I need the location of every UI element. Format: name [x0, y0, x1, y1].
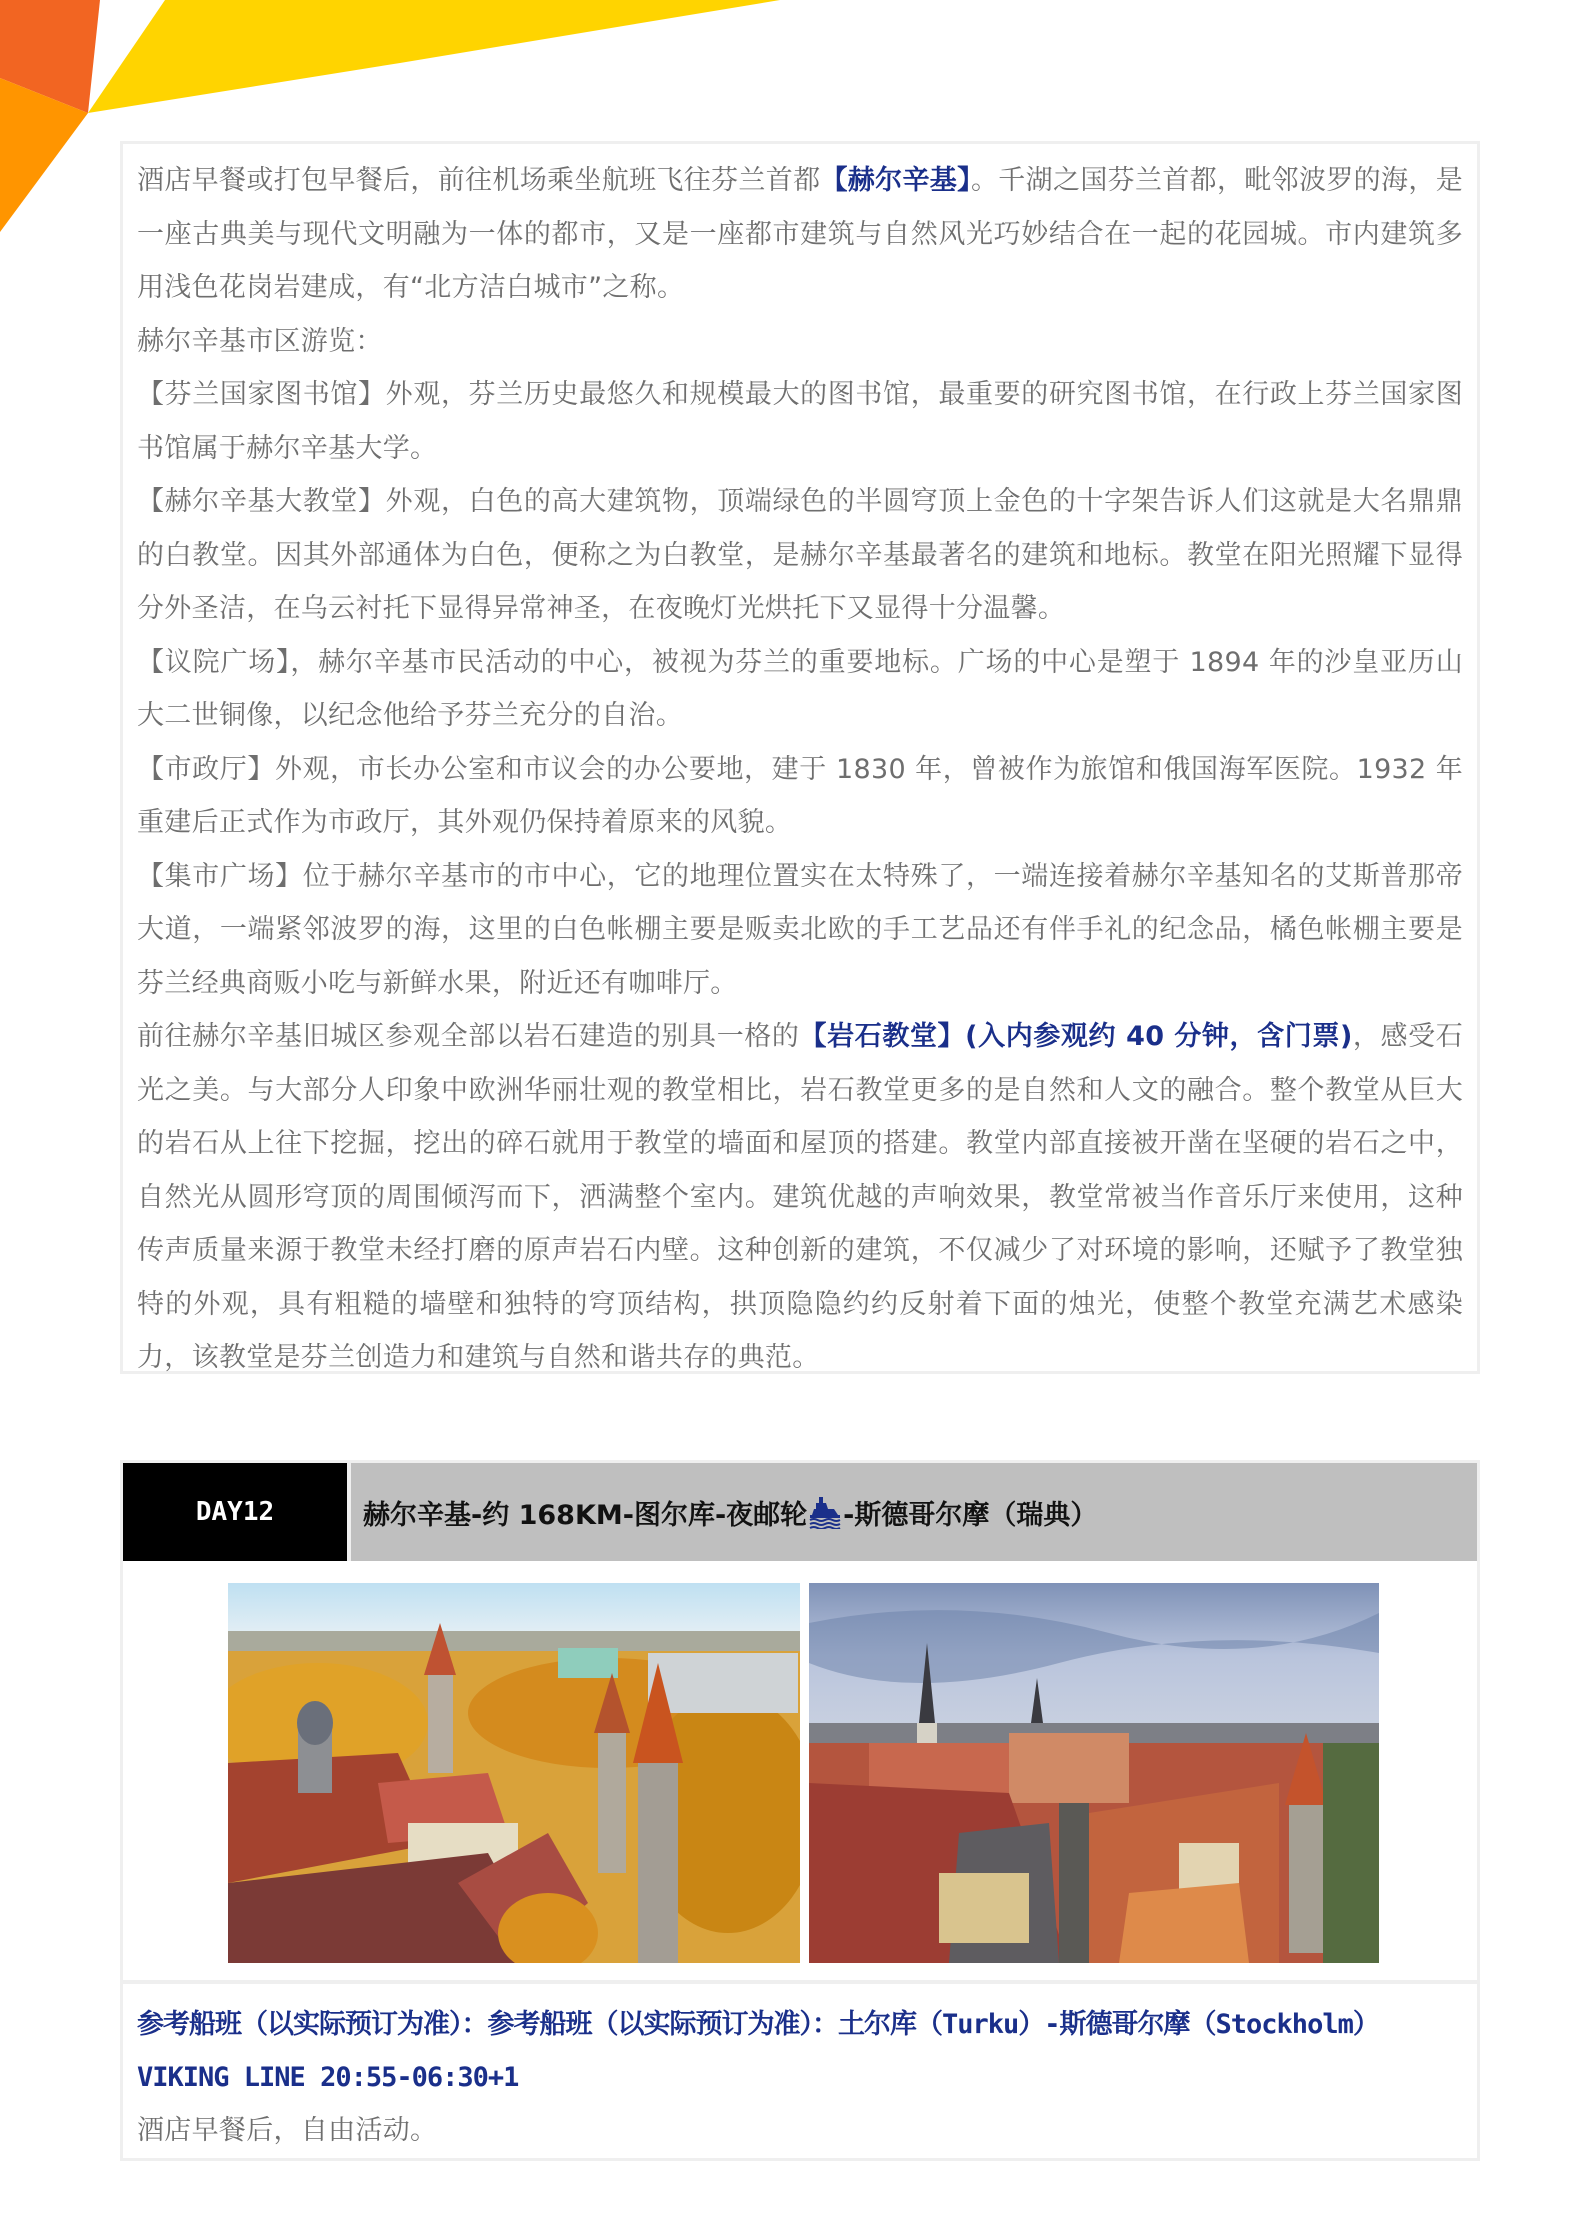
intro-paragraph: 酒店早餐或打包早餐后，前往机场乘坐航班飞往芬兰首都【赫尔辛基】。千湖之国芬兰首都，毗邻波罗的海，是一座古典美与现代文明融为一体的都市，又是一座都市建筑与自然风光巧妙结合在一起的花园城。市内建筑多用浅色花岗岩建成，有“北方洁白城市”之称。 — [137, 165, 1463, 303]
market-square-paragraph: 【集市广场】位于赫尔辛基市的市中心，它的地理位置实在太特殊了，一端连接着赫尔辛基知名的艾斯普那帝大道，一端紧邻波罗的海，这里的白色帐棚主要是贩卖北欧的手工艺品还有伴手礼的纪念品，橘色帐棚主要是芬兰经典商贩小吃与新鲜水果，附近还有咖啡厅。 — [137, 860, 1463, 999]
highlight-helsinki: 【赫尔辛基】 — [820, 165, 971, 196]
itinerary-text-box — [120, 141, 1480, 1374]
day-note: 酒店早餐后，自由活动。 — [137, 2115, 438, 2146]
highlight-rock-church: 【岩石教堂】(入内参观约 40 分钟，含门票) — [799, 1021, 1353, 1052]
photo-tallinn-roofs — [809, 1583, 1379, 1963]
cathedral-paragraph: 【赫尔辛基大教堂】外观，白色的高大建筑物，顶端绿色的半圆穹顶上金色的十字架告诉人们这就是大名鼎鼎的白教堂。因其外部通体为白色，便称之为白教堂，是赫尔辛基最著名的建筑和地标。教堂在阳光照耀下显得分外圣洁，在乌云衬托下显得异常神圣，在夜晚灯光烘托下又显得十分温馨。 — [137, 486, 1463, 624]
ship-icon — [808, 1495, 842, 1529]
day-label: DAY12 — [123, 1463, 347, 1561]
city-hall-paragraph: 【市政厅】外观，市长办公室和市议会的办公要地，建于 1830 年，曾被作为旅馆和俄国海军医院。1932 年重建后正式作为市政厅，其外观仍保持着原来的风貌。 — [137, 753, 1463, 838]
ferry-route: 参考船班（以实际预订为准）：参考船班（以实际预订为准）：土尔库（Turku）-斯德哥尔摩（Stockholm） — [137, 2009, 1379, 2040]
photo-tallinn-autumn — [228, 1583, 800, 1963]
ferry-info-box — [120, 1981, 1480, 2161]
ferry-schedule: VIKING LINE 20:55-06:30+1 — [137, 2062, 519, 2093]
rock-church-paragraph: 前往赫尔辛基旧城区参观全部以岩石建造的别具一格的【岩石教堂】(入内参观约 40 分钟，含门票)，感受石光之美。与大部分人印象中欧洲华丽壮观的教堂相比，岩石教堂更多的是自然和人文的融合。整个教堂从巨大的岩石从上往下挖掘，挖出的碎石就用于教堂的墙面和屋顶的搭建。教堂内部直接被开凿在坚硬的岩石之中，自然光从圆形穹顶的周围倾泻而下，洒满整个室内。建筑优越的声响效果，教堂常被当作音乐厅来使用，这种传声质量来源于教堂未经打磨的原声岩石内壁。这种创新的建筑，不仅减少了对环境的影响，还赋予了教堂独特的外观，具有粗糙的墙壁和独特的穹顶结构，拱顶隐隐约约反射着下面的烛光，使整个教堂充满艺术感染力，该教堂是芬兰创造力和建筑与自然和谐共存的典范。 — [137, 1021, 1464, 1373]
city-tour-heading: 赫尔辛基市区游览： — [137, 325, 383, 357]
national-library-paragraph: 【芬兰国家图书馆】外观，芬兰历史最悠久和规模最大的图书馆，最重要的研究图书馆，在行政上芬兰国家图书馆属于赫尔辛基大学。 — [137, 379, 1463, 464]
day12-header — [120, 1460, 1480, 1564]
day-title: 赫尔辛基-约 168KM-图尔库-夜邮轮 -斯德哥尔摩（瑞典） — [351, 1463, 1477, 1561]
photo-box — [120, 1561, 1480, 1983]
senate-square-paragraph: 【议院广场】，赫尔辛基市民活动的中心，被视为芬兰的重要地标。广场的中心是塑于 1894 年的沙皇亚历山大二世铜像，以纪念他给予芬兰充分的自治。 — [137, 646, 1463, 731]
